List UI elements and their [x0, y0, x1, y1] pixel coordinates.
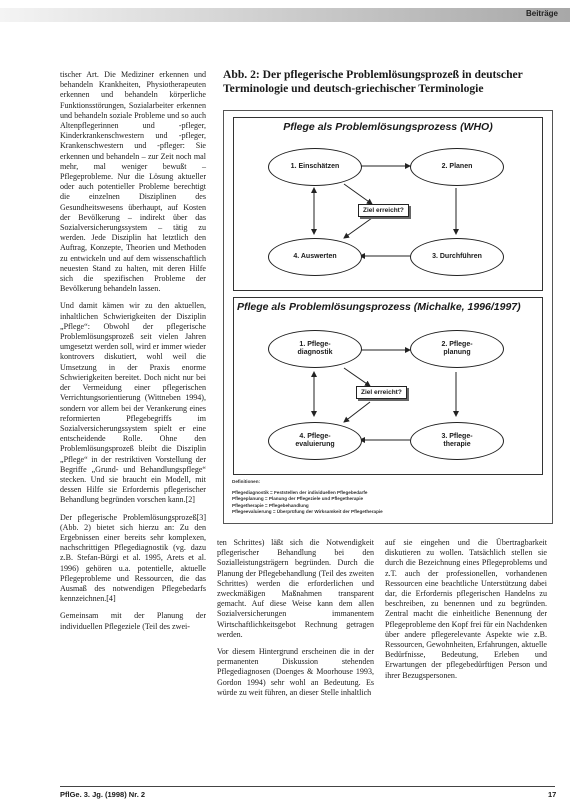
diagram-panel-michalke: [233, 297, 543, 475]
step-plan: 2. Planen: [410, 148, 504, 186]
step-nursing-evaluation: 4. Pflege- evaluierung: [268, 422, 362, 460]
definition-item: Pflegeevaluierung = Überprüfung der Wirksamkeit der Pflegetherapie: [232, 508, 383, 514]
definition-item: Pflegediagnostik = Feststellen der individuellen Pflegebedarfe: [232, 490, 368, 496]
figure-box: [223, 110, 553, 524]
paragraph: tischer Art. Die Mediziner erkennen und behandeln Krankheiten, Physiotherapeuten erkennen und behandeln körperliche Funktionsstörungen, Sozialarbeiter erkennen und behandeln soziale Probleme und so auch Altenpflegerinnen und -pfleger, Kinderkrankenschwestern und -pfleger, Krankenschwestern und -pfleger: Sie erkennen und behandeln – zur Zeit noch mal mehr, mal weniger bewußt – Pflegeprobleme. Nur die Lösung aktueller oder auch potentieller Probleme berechtigt die einzelnen Disziplinen des Gesundheitswesens überhaupt, auf Kosten der Bevölkerung – indirekt über das Sozialversicherungssystem – tätig zu werden. Jede Disziplin hat letztlich den Auftrag, Konzepte, Theorien und Methoden zu entwickeln und auf dem wissenschaftlich neuesten Stand zu halten, mit deren Hilfe sich die spezifischen Probleme der Bevölkerung behandeln lassen.: [60, 70, 206, 294]
definitions: [232, 479, 544, 515]
footer-rule: [60, 786, 555, 787]
step-implement: 3. Durchführen: [410, 238, 504, 276]
paragraph: Vor diesem Hintergrund erscheinen die in der permanenten Diskussion stehenden Pflegediagnosen (Doenges & Moorhouse 1993, Gordon 1994) sehr wohl an Bedeutung. Es würde zu weit führen, an dieser Stelle inhaltlich: [217, 647, 374, 697]
paragraph: Gemeinsam mit der Planung der individuellen Pflegeziele (Teil des zwei-: [60, 611, 206, 631]
text-column-right: [385, 538, 547, 688]
step-evaluate: 4. Auswerten: [268, 238, 362, 276]
paragraph: auf sie eingehen und die Übertragbarkeit diskutieren zu wollen. Tatsächlich stellen sie durch die Bezeichnung eines Pflegeproblems und z.T. auch der professionellen, vorhandenen Ressourcen eine beachtliche Unterstützung dabei dar, die Erfordernis pflegerischen Handelns zu beschreiben, zu benennen und zu begründen. Zentral macht die einheitliche Benennung der Pflegeprobleme den Kopf frei für ein Nachdenken über andere pflegerelevante Aspekte wie z.B. Ressourcen, Gewohnheiten, Erfahrungen, aktuelle Bedürfnisse, Bedeutung, Erleben und Erwartungen der pflegebedürftigen Person und ihrer Bezugspersonen.: [385, 538, 547, 680]
journal-citation: PflGe. 3. Jg. (1998) Nr. 2: [60, 790, 146, 799]
section-label: Beiträge: [525, 9, 558, 18]
diagram-panel-who: [233, 117, 543, 291]
step-assess: 1. Einschätzen: [268, 148, 362, 186]
step-nursing-therapy: 3. Pflege- therapie: [410, 422, 504, 460]
paragraph: ten Schrittes) läßt sich die Notwendigkeit pflegerischer Behandlung bei den Sozialleistungsträgern begründen. Durch die Planung der Pflegebehandlung (Teil des zweiten Schrittes) werden die erforderlichen und zweckmäßigen Maßnahmen transparent gemacht. Auf diese Weise kann dem allen Sozialversicherungen immanentem Wirtschaftlichkeitsgebot Rechnung getragen werden.: [217, 538, 374, 639]
goal-reached-question: Ziel erreicht?: [358, 204, 409, 217]
panel-title: Pflege als Problemlösungsprozess (Michalke, 1996/1997): [237, 301, 521, 313]
definitions-heading: Definitionen:: [232, 479, 261, 484]
definition-item: Pflegeplanung = Planung der Pflegeziele und Pflegetherapie: [232, 496, 364, 502]
figure-title: Abb. 2: Der pflegerische Problemlösungsprozeß in deutscher Terminologie und deutsch-griechischer Terminologie: [223, 68, 523, 95]
paragraph: Der pflegerische Problemlösungsprozeß[3] (Abb. 2) bietet sich hierzu an: Zu den Ergebnissen einer bereits sehr komplexen, nachschrittigen Pflegediagnostik (vg. dazu z.B. Stefan-Bürgi et al. 1995, Arets et al. 1996) gehören u.a. potentielle, aktuelle Pflegeprobleme und Ressourcen, die das Ausmaß des notwendigen Pflegebedarfs kennzeichnen.[4]: [60, 512, 206, 604]
panel-title: Pflege als Problemlösungsprozess (WHO): [283, 121, 493, 133]
text-column-left: [60, 70, 206, 639]
page-number: 17: [548, 790, 557, 799]
paragraph: Und damit kämen wir zu den aktuellen, inhaltlichen Schwierigkeiten der Disziplin „Pflege“: Obwohl der pflegerische Problemlösungsprozeß seit vielen Jahren umgesetzt werden soll, wird er immer wieder kontrovers diskutiert, wohl weil die Umsetzung in der Praxis enorme Schwierigkeiten bereitet. Doch nicht nur bei der Vermeidung einer pflegerischen Verrichtungsorientierung (Wittneben 1994), sondern vor allem bei der Verankerung eines reformierten Pflegebegriffs im Sozialversicherungssystem spielt er eine entscheidende Rolle. Ohne den Problemlösungsprozeß bleibt die Disziplin „Pflege“ in der restriktiven Vorstellung der Begriffe „Grund- und Behandlungspflege“ stecken. Und sie braucht ein Modell, mit dessen Hilfe sie Erfordernis pflegerischer Behandlung begründen vorschen kann.[2]: [60, 301, 206, 505]
definition-item: Pflegetherapie = Pflegebehandlung: [232, 502, 309, 508]
goal-reached-question: Ziel erreicht?: [356, 386, 407, 399]
text-column-middle: [217, 538, 374, 705]
step-nursing-planning: 2. Pflege- planung: [410, 330, 504, 368]
step-nursing-diagnostics: 1. Pflege- diagnostik: [268, 330, 362, 368]
header-bar: [0, 8, 570, 22]
